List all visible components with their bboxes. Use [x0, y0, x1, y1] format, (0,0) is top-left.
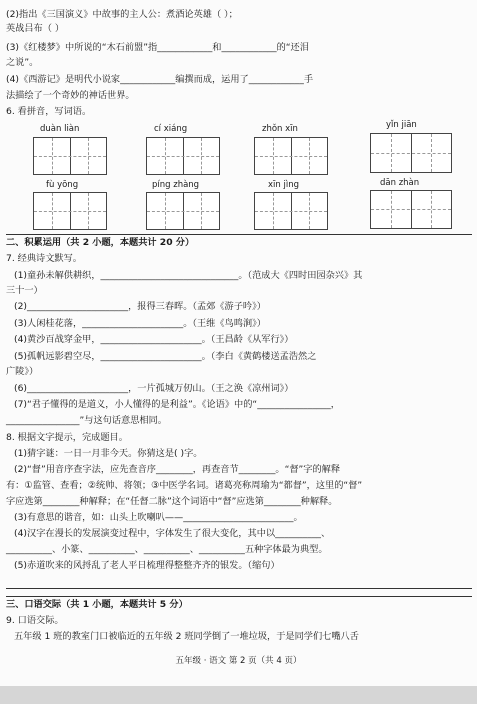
q7-1-line1: (1)童孙未解供耕织，______________________________。（范成大《四时田园杂兴》其	[14, 270, 363, 281]
write-box-7[interactable]	[254, 192, 328, 230]
q7-6: (6)______________________，一片孤城万仞山。（王之涣《凉州词》）	[14, 383, 294, 394]
q8-4-line2: __________、小篆、__________、__________、__________五种字体最为典型。	[6, 544, 328, 555]
write-box-3[interactable]	[254, 137, 328, 175]
pinyin-1: duàn liàn	[40, 124, 80, 134]
q8-heading: 8. 根据文字提示，完成题目。	[6, 432, 128, 443]
answer-line[interactable]	[6, 588, 472, 589]
section-divider-3	[6, 596, 472, 597]
q7-7-line1: (7)“君子懂得的是道义，小人懂得的是利益”。《论语》中的“________________，	[14, 399, 340, 410]
q5-3-line2: 之说”。	[6, 57, 39, 68]
write-box-1[interactable]	[33, 137, 107, 175]
pinyin-6: píng zhàng	[152, 180, 200, 190]
write-box-6[interactable]	[146, 192, 220, 230]
section-2-heading: 二、积累运用（共 2 小题，本题共计 20 分）	[6, 237, 195, 248]
q7-heading: 7. 经典诗文默写。	[6, 253, 82, 264]
q8-3: (3)有意思的谐音，如：山头上吹喇叭——________________________。	[14, 512, 303, 523]
write-box-2[interactable]	[146, 137, 220, 175]
q8-2-line1: (2)“督”用音序查字法，应先查音序________，再查音节________。“督”字的解释	[14, 464, 341, 475]
q9-heading: 9. 口语交际。	[6, 615, 64, 626]
pinyin-3: zhǒn xīn	[262, 124, 298, 134]
q5-3-line1: (3)《红楼梦》中所说的“木石前盟”指____________和____________的“还泪	[6, 42, 309, 53]
page-footer: 五年级 · 语文 第 2 页（共 4 页）	[175, 656, 302, 666]
q7-7-line2: ________________”与这句话意思相同。	[6, 415, 167, 426]
write-box-4[interactable]	[370, 133, 452, 173]
pinyin-2: cí xiáng	[154, 124, 188, 134]
q7-5-line2: 广陵》）	[6, 366, 39, 377]
pinyin-5: fù yōng	[46, 180, 79, 190]
q7-4: (4)黄沙百战穿金甲，______________________。（王昌龄《从军行》）	[14, 334, 294, 345]
q6-heading: 6. 看拼音，写词语。	[6, 106, 92, 117]
section-divider-2	[6, 234, 472, 235]
pinyin-4: yǐn jiān	[386, 120, 417, 130]
pinyin-8: dān zhàn	[380, 178, 420, 188]
write-box-5[interactable]	[33, 192, 107, 230]
q8-1: (1)猜字谜：一日一月非今天。你猜这是( )字。	[14, 448, 203, 459]
q7-5-line1: (5)孤帆远影碧空尽，______________________。（李白《黄鹤楼送孟浩然之	[14, 351, 317, 362]
pinyin-7: xīn jìng	[268, 180, 299, 190]
q5-2-line1: (2)指出《三国演义》中故事的主人公：煮酒论英雄（ ）；	[6, 9, 238, 20]
q5-2-line2: 英战吕布（ ）	[6, 23, 65, 34]
bottom-margin	[0, 686, 477, 704]
q5-4-line2: 法描绘了一个奇妙的神话世界。	[6, 90, 135, 101]
write-box-8[interactable]	[370, 190, 452, 229]
q8-2-line3: 字应选第________种解释；在“任督二脉”这个词语中“督”应选第________种解释。	[6, 496, 338, 507]
q7-1-line2: 三十一）	[6, 285, 43, 296]
section-3-heading: 三、口语交际（共 1 小题，本题共计 5 分）	[6, 599, 188, 610]
q9-body: 五年级 1 班的教室门口被临近的五年级 2 班同学倒了一堆垃圾，于是同学们七嘴八舌	[14, 631, 359, 642]
q7-3: (3)人闲桂花落，______________________。（王维《鸟鸣涧》）	[14, 318, 266, 329]
q8-4-line1: (4)汉字在漫长的发展演变过程中，字体发生了很大变化，其中以__________、	[14, 528, 331, 539]
q5-4-line1: (4)《西游记》是明代小说家____________编撰而成，运用了____________手	[6, 74, 314, 85]
q8-2-line2: 有：①监管、查看；②统帅、将领；③中医学名词。诸葛亮称周瑜为“都督”，这里的“督”	[6, 480, 363, 491]
q8-5: (5)赤道吹来的风捋乱了老人平日梳理得整整齐齐的银发。（缩句）	[14, 560, 280, 571]
q7-2: (2)______________________，报得三春晖。（孟郊《游子吟》）	[14, 301, 266, 312]
